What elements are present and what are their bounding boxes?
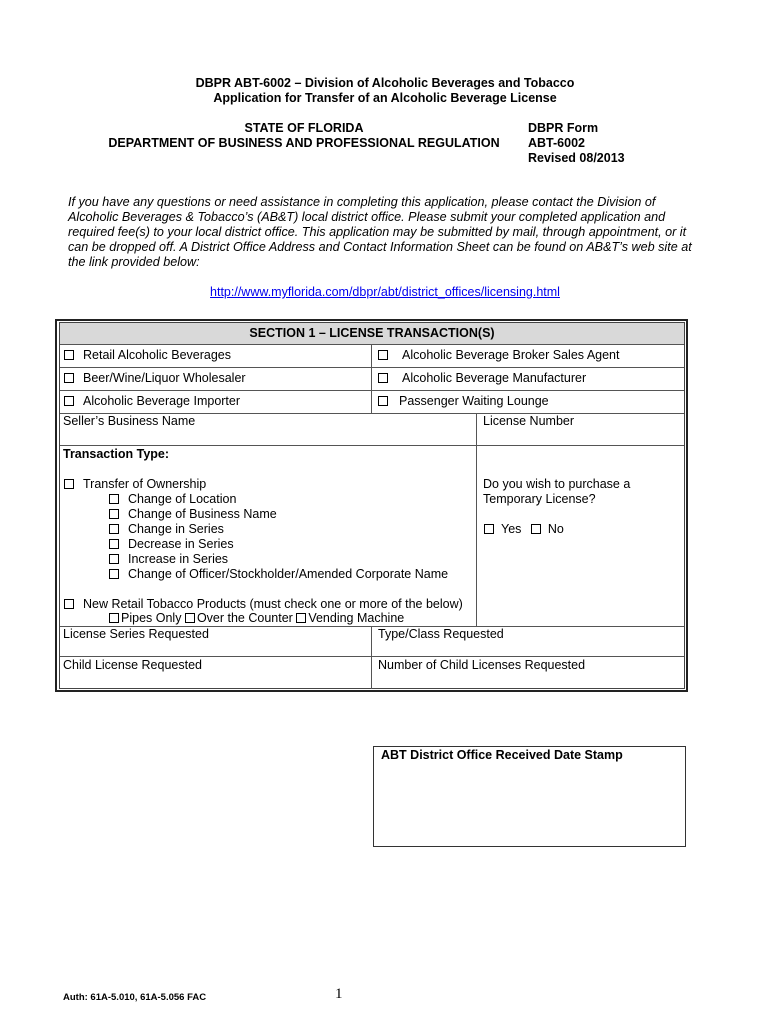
option-label: Over the Counter <box>196 611 293 625</box>
form-label: DBPR Form <box>528 121 599 135</box>
column-divider <box>371 626 372 689</box>
intro-paragraph: If you have any questions or need assistance in completing this application, please contact the Division of Alcoholic Beverages & Tobacco’s (AB&T) local district office. Please submit your completed application and required fee(s) to your local district office. This application may be submitted by mail, through appointment, or it can be dropped off. A District Office Address and Contact Information Sheet can be found on AB&T’s web site at the link provided below: <box>68 195 692 269</box>
option-increase-in-series[interactable] <box>109 552 228 567</box>
divider <box>60 367 684 368</box>
license-series-requested-label: License Series Requested <box>63 627 209 641</box>
option-retail[interactable] <box>64 348 231 363</box>
option-label: Increase in Series <box>128 552 229 566</box>
checkbox[interactable] <box>64 350 74 360</box>
option-label: Pipes Only <box>121 611 182 625</box>
type-class-requested-field[interactable] <box>375 642 682 655</box>
temporary-license-answers <box>484 522 564 537</box>
seller-business-name-label: Seller’s Business Name <box>63 414 196 428</box>
type-class-requested-label: Type/Class Requested <box>378 627 504 641</box>
checkbox[interactable] <box>109 494 119 504</box>
transaction-type-label: Transaction Type: <box>63 447 170 461</box>
checkbox[interactable] <box>64 599 74 609</box>
checkbox[interactable] <box>64 373 74 383</box>
checkbox[interactable] <box>109 539 119 549</box>
option-label: Transfer of Ownership <box>83 477 207 491</box>
department-name: DEPARTMENT OF BUSINESS AND PROFESSIONAL REGULATION <box>108 136 500 150</box>
tobacco-options <box>109 611 404 626</box>
option-label: Change of Location <box>128 492 237 506</box>
checkbox[interactable] <box>484 524 494 534</box>
child-license-requested-field[interactable] <box>62 674 368 687</box>
divider <box>60 656 684 657</box>
divider <box>60 344 684 345</box>
agency-block <box>104 121 504 151</box>
form-id-block <box>528 121 625 166</box>
option-label: Change of Officer/Stockholder/Amended Corporate Name <box>128 567 449 581</box>
seller-business-name-field[interactable] <box>62 430 474 444</box>
license-number-field[interactable] <box>480 430 682 444</box>
title-line-2: Application for Transfer of an Alcoholic Beverage License <box>213 91 557 105</box>
checkbox[interactable] <box>296 613 306 623</box>
number-child-licenses-label: Number of Child Licenses Requested <box>378 658 586 672</box>
child-license-requested-label: Child License Requested <box>63 658 202 672</box>
option-label: Passenger Waiting Lounge <box>399 394 549 408</box>
checkbox[interactable] <box>378 396 388 406</box>
question-line: Do you wish to purchase a <box>483 477 631 491</box>
checkbox[interactable] <box>109 524 119 534</box>
option-pipes-only[interactable] <box>109 611 181 625</box>
option-vending-machine[interactable] <box>296 611 404 625</box>
checkbox[interactable] <box>109 509 119 519</box>
checkbox[interactable] <box>109 569 119 579</box>
option-label: Change in Series <box>128 522 224 536</box>
checkbox[interactable] <box>109 613 119 623</box>
page-number: 1 <box>335 986 343 1002</box>
option-no[interactable] <box>531 522 564 536</box>
option-label: Change of Business Name <box>128 507 277 521</box>
option-label: Yes <box>501 522 522 536</box>
license-number-label: License Number <box>483 414 575 428</box>
date-stamp-title: ABT District Office Received Date Stamp <box>381 748 623 762</box>
option-over-the-counter[interactable] <box>185 611 293 625</box>
option-label: Alcoholic Beverage Broker Sales Agent <box>402 348 620 362</box>
divider <box>60 445 684 446</box>
option-yes[interactable] <box>484 522 521 536</box>
checkbox[interactable] <box>378 350 388 360</box>
revised-date: Revised 08/2013 <box>528 151 625 165</box>
option-lounge[interactable] <box>378 394 549 409</box>
received-date-stamp-box <box>373 746 686 847</box>
checkbox[interactable] <box>64 396 74 406</box>
checkbox[interactable] <box>64 479 74 489</box>
option-transfer-of-ownership[interactable] <box>64 477 206 492</box>
option-label: Alcoholic Beverage Manufacturer <box>402 371 587 385</box>
temporary-license-question <box>483 477 630 507</box>
column-divider <box>371 344 372 413</box>
option-change-in-series[interactable] <box>109 522 224 537</box>
title-line-1: DBPR ABT-6002 – Division of Alcoholic Beverages and Tobacco <box>195 76 575 90</box>
checkbox[interactable] <box>109 554 119 564</box>
option-label: No <box>547 522 564 536</box>
question-line: Temporary License? <box>483 492 596 506</box>
checkbox[interactable] <box>185 613 195 623</box>
option-label: Beer/Wine/Liquor Wholesaler <box>83 371 246 385</box>
divider <box>60 390 684 391</box>
state-name: STATE OF FLORIDA <box>244 121 364 135</box>
authority-citation: Auth: 61A-5.010, 61A-5.056 FAC <box>63 992 207 1003</box>
column-divider <box>476 413 477 626</box>
section-1-title: SECTION 1 – LICENSE TRANSACTION(S) <box>60 323 684 344</box>
checkbox[interactable] <box>378 373 388 383</box>
option-label: New Retail Tobacco Products (must check one or more of the below) <box>83 597 463 611</box>
checkbox[interactable] <box>531 524 541 534</box>
option-new-retail-tobacco[interactable] <box>64 597 463 612</box>
option-importer[interactable] <box>64 394 240 409</box>
option-label: Alcoholic Beverage Importer <box>83 394 241 408</box>
option-label: Retail Alcoholic Beverages <box>83 348 231 362</box>
option-manufacturer[interactable] <box>378 371 586 386</box>
option-change-of-business-name[interactable] <box>109 507 277 522</box>
option-label: Vending Machine <box>308 611 405 625</box>
option-change-of-officer[interactable] <box>109 567 448 582</box>
license-series-requested-field[interactable] <box>62 642 368 655</box>
option-broker[interactable] <box>378 348 620 363</box>
number-child-licenses-field[interactable] <box>375 674 682 687</box>
district-offices-link[interactable]: http://www.myflorida.com/dbpr/abt/district_offices/licensing.html <box>210 285 560 299</box>
form-number: ABT-6002 <box>528 136 585 150</box>
option-wholesaler[interactable] <box>64 371 246 386</box>
option-decrease-in-series[interactable] <box>109 537 234 552</box>
option-change-of-location[interactable] <box>109 492 236 507</box>
option-label: Decrease in Series <box>128 537 234 551</box>
form-title <box>0 76 770 106</box>
